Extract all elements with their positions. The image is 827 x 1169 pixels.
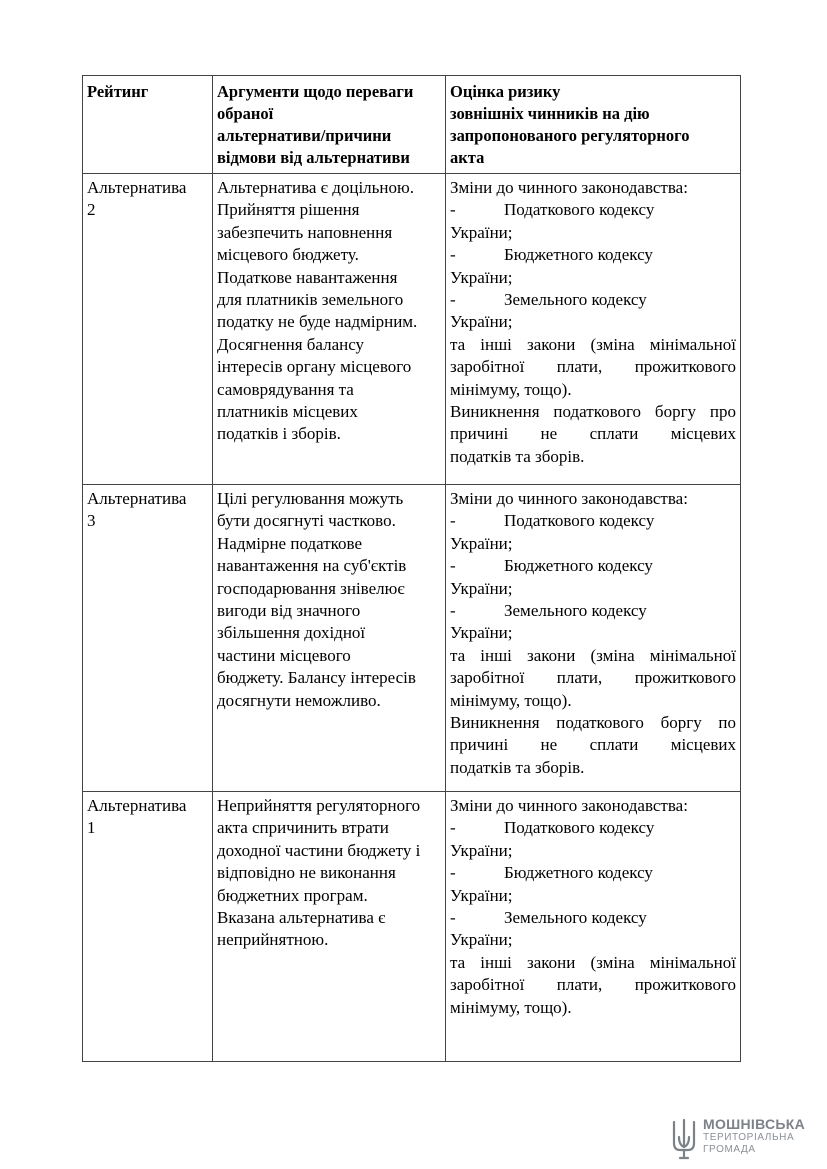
header-arguments: Аргументи щодо переваги обраної альтернативи/причини відмови від альтернативи xyxy=(213,76,446,174)
risk-cell: Зміни до чинного законодавства: - Податкового кодексу України; - Бюджетного кодексу України; - Земельного кодексу України; та інші закони (зміна мінімальної заробітної плати, прожиткового мінімуму, тощо). Виникнення податкового боргу про причині не сплати місцевих податків та зборів. xyxy=(446,174,741,485)
trident-icon xyxy=(670,1117,698,1161)
table-row xyxy=(83,174,741,485)
risk-cell: Зміни до чинного законодавства: - Податкового кодексу України; - Бюджетного кодексу України; - Земельного кодексу України; та інші закони (зміна мінімальної заробітної плати, прожиткового мінімуму, тощо). xyxy=(446,792,741,1062)
regulatory-alternatives-table xyxy=(82,75,741,1062)
arguments-cell: Неприйняття регуляторного акта спричинить втрати доходної частини бюджету і відповідно не виконання бюджетних програм. Вказана альтернатива є неприйнятною. xyxy=(213,792,446,1062)
logo-subtitle: ТЕРИТОРІАЛЬНА xyxy=(703,1132,795,1143)
rating-cell: Альтернатива 3 xyxy=(83,485,213,792)
risk-cell: Зміни до чинного законодавства: - Податкового кодексу України; - Бюджетного кодексу України; - Земельного кодексу України; та інші закони (зміна мінімальної заробітної плати, прожиткового мінімуму, тощо). Виникнення податкового боргу по причині не сплати місцевих податків та зборів. xyxy=(446,485,741,792)
rating-cell: Альтернатива 1 xyxy=(83,792,213,1062)
header-risk: Оцінка ризику зовнішніх чинників на дію запропонованого регуляторного акта xyxy=(446,76,741,174)
logo-subtitle-2: ГРОМАДА xyxy=(703,1143,756,1155)
logo-title: МОШНІВСЬКА xyxy=(703,1116,806,1132)
header-rating: Рейтинг xyxy=(83,76,213,174)
rating-cell: Альтернатива 2 xyxy=(83,174,213,485)
arguments-cell: Альтернатива є доцільною. Прийняття рішення забезпечить наповнення місцевого бюджету. Податкове навантаження для платників земельного податку не буде надмірним. Досягнення балансу інтересів органу місцевого самоврядування та платників місцевих податків і зборів. xyxy=(213,174,446,485)
community-logo xyxy=(670,1117,805,1161)
arguments-cell: Цілі регулювання можуть бути досягнуті частково. Надмірне податкове навантаження на суб'єктів господарювання знівелює вигоди від значного збільшення дохідної частини місцевого бюджету. Балансу інтересів досягнути неможливо. xyxy=(213,485,446,792)
table-header-row xyxy=(83,76,741,174)
table-row xyxy=(83,792,741,1062)
table-row xyxy=(83,485,741,792)
